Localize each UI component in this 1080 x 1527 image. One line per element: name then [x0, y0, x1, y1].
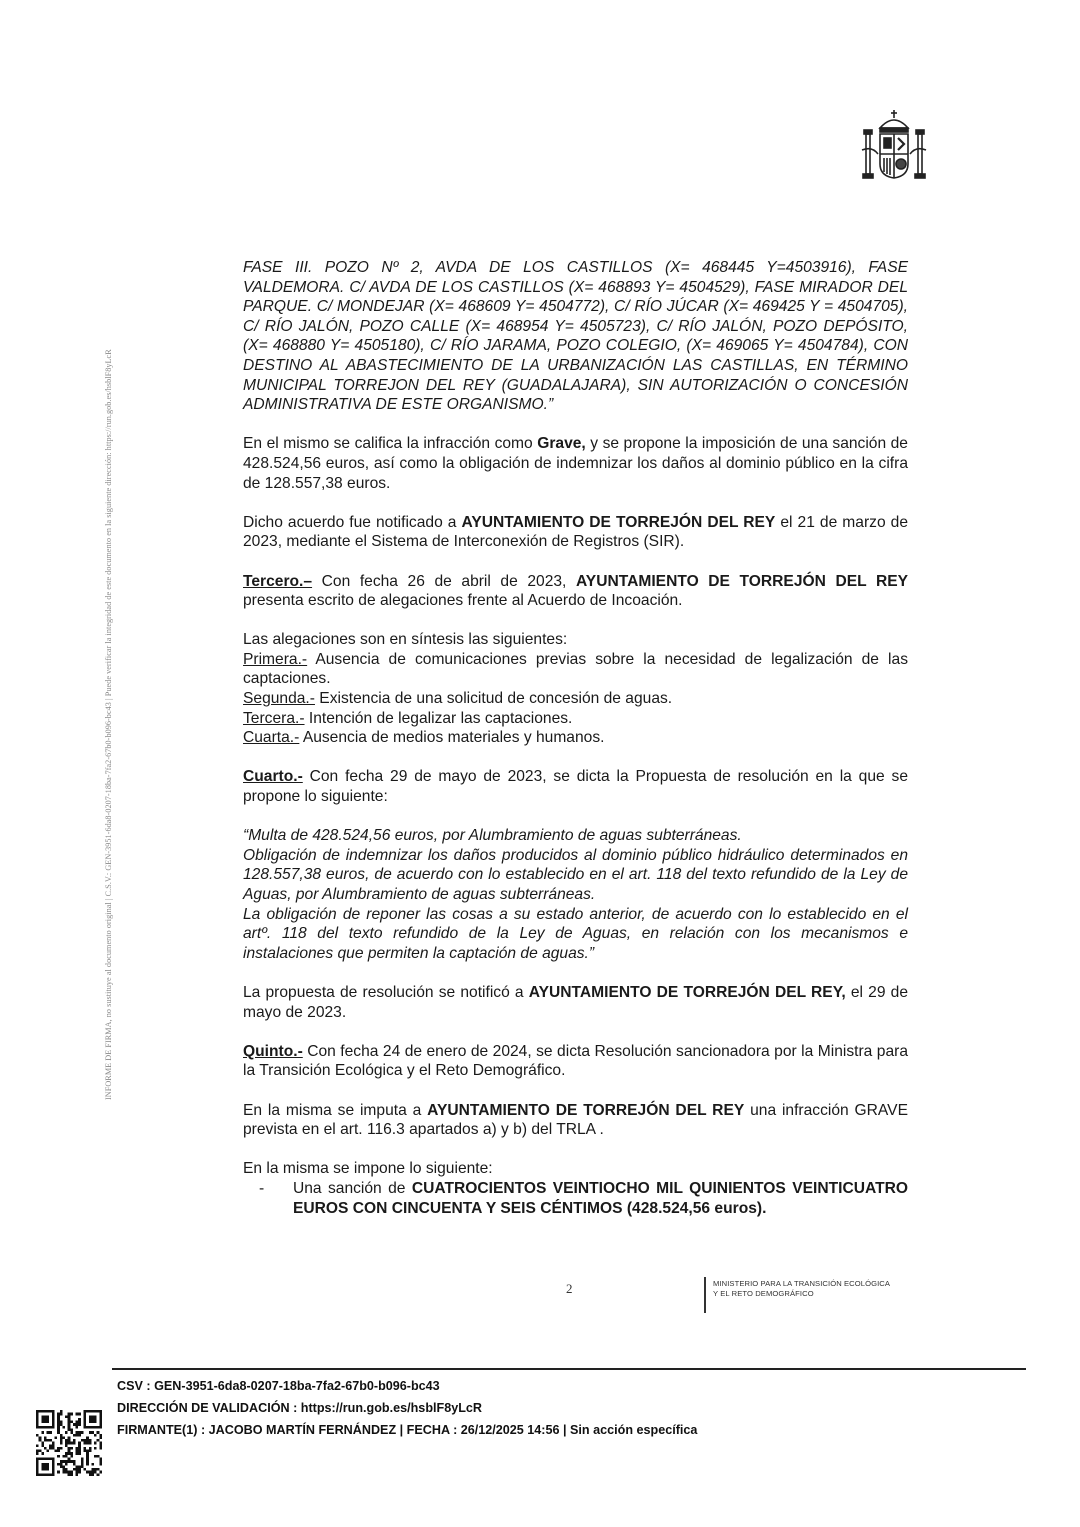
- list-item: [243, 651, 908, 688]
- quote-line: “Multa de 428.524,56 euros, por Alumbramiento de aguas subterráneas.: [243, 827, 742, 845]
- footer-divider: [112, 1368, 1026, 1370]
- list-item: [243, 729, 604, 746]
- list-intro: Las alegaciones son en síntesis las siguientes:: [243, 631, 568, 649]
- coat-of-arms-icon: [858, 106, 930, 184]
- validation-url[interactable]: DIRECCIÓN DE VALIDACIÓN : https://run.gob.es/hsblF8yLcR: [117, 1401, 482, 1415]
- ministry-line: MINISTERIO PARA LA TRANSICIÓN ECOLÓGICA: [713, 1279, 891, 1288]
- text: el 21 de marzo de 2023, mediante el Sistema de Interconexión de Registros (SIR).: [243, 513, 908, 551]
- list-item: [259, 1179, 908, 1218]
- paragraph-imposition: [243, 1159, 908, 1218]
- text: Una sanción de: [293, 1179, 412, 1197]
- section-label: Cuarto.-: [243, 768, 303, 786]
- list-item: [243, 710, 572, 727]
- paragraph-propuesta-notified: [243, 983, 908, 1022]
- quoted-infraction-text: FASE III. POZO Nº 2, AVDA DE LOS CASTILLOS (X= 468445 Y=4503916), FASE VALDEMORA. C/ AVDA DE LOS CASTILLOS (X= 468893 Y= 4504529), FASE MIRADOR DEL PARQUE. C/ MONDEJAR (X= 468609 Y= 4504772), C/ RÍO JÚCAR (X= 469425 Y = 4504705), C/ RÍO JALÓN, POZO CALLE (X= 468954 Y= 4505723), C/ RÍO JALÓN, POZO DEPÓSITO, (X= 468880 Y= 4505180), C/ RÍO JARAMA, POZO COLEGIO, (X= 469065 Y= 4504784), CON DESTINO AL ABASTECIMIENTO DE LA URBANIZACIÓN LAS CASTILLAS, EN TÉRMINO MUNICIPAL TORREJON DEL REY (GUADALAJARA), SIN AUTORIZACIÓN O CONCESIÓN ADMINISTRATIVA DE ESTE ORGANISMO.”: [243, 259, 908, 414]
- ministry-label: [713, 1279, 890, 1298]
- page-number: 2: [566, 1281, 573, 1296]
- paragraph-tercero: [243, 572, 908, 611]
- bold-text: AYUNTAMIENTO DE TORREJÓN DEL REY: [575, 572, 909, 590]
- bold-text: AYUNTAMIENTO DE TORREJÓN DEL REY: [427, 1101, 745, 1119]
- text: Con fecha 24 de enero de 2024, se dicta Resolución sancionadora por la Ministra para la Transición Ecológica y el Reto Demográfico.: [243, 1042, 908, 1080]
- quote-line: La obligación de reponer las cosas a su estado anterior, de acuerdo con lo establecido en el artº. 118 del texto refundido de la Ley de Aguas, en relación con los mecanismos e instalaciones que permiten la captación de aguas.”: [243, 905, 908, 962]
- propuesta-quote: [243, 826, 908, 963]
- bullet-text: [293, 1179, 908, 1218]
- csv-code: CSV : GEN-3951-6da8-0207-18ba-7fa2-67b0-b096-bc43: [117, 1379, 440, 1393]
- ministry-line: Y EL RETO DEMOGRÁFICO: [713, 1288, 814, 1298]
- item-text: Intención de legalizar las captaciones.: [304, 709, 573, 727]
- list-item: [243, 690, 672, 707]
- text: La propuesta de resolución se notificó a: [243, 983, 529, 1001]
- section-label: Quinto.-: [243, 1042, 303, 1060]
- section-label: Tercero.–: [243, 572, 313, 590]
- divider: [704, 1277, 706, 1313]
- text: Con fecha 26 de abril de 2023,: [312, 572, 576, 590]
- text: y se propone la imposición de una sanción de 428.524,56 euros, así como la obligación de indemnizar los daños al dominio público en la cifra de 128.557,38 euros.: [243, 435, 908, 492]
- text: una infracción GRAVE prevista en el art. 116.3 apartados a) y b) del TRLA .: [243, 1101, 908, 1139]
- bold-text: Grave,: [537, 435, 586, 453]
- paragraph-qualification: [243, 434, 908, 493]
- item-label: Tercera.-: [243, 709, 305, 727]
- item-text: Ausencia de medios materiales y humanos.: [299, 729, 605, 747]
- document-body: [243, 258, 908, 1218]
- text: En la misma se impone lo siguiente:: [243, 1160, 493, 1178]
- signer-info: FIRMANTE(1) : JACOBO MARTÍN FERNÁNDEZ | FECHA : 26/12/2025 14:56 | Sin acción específica: [117, 1423, 698, 1437]
- qr-code-icon[interactable]: [36, 1410, 102, 1476]
- text: Dicho acuerdo fue notificado a: [243, 513, 462, 531]
- paragraph-notification: [243, 513, 908, 552]
- text: presenta escrito de alegaciones frente al Acuerdo de Incoación.: [243, 592, 683, 610]
- item-label: Primera.-: [243, 650, 308, 668]
- paragraph-quinto: [243, 1042, 908, 1081]
- item-text: Existencia de una solicitud de concesión de aguas.: [314, 690, 673, 708]
- paragraph-imputation: [243, 1101, 908, 1140]
- bullet-dash: -: [259, 1179, 265, 1197]
- text: el 29 de mayo de 2023.: [243, 983, 908, 1021]
- bold-text: CUATROCIENTOS VEINTIOCHO MIL QUINIENTOS VEINTICUATRO EUROS CON CINCUENTA Y SEIS CÉNTIMOS (428.524,56 euros).: [293, 1179, 908, 1217]
- side-watermark: INFORME DE FIRMA, no sustituye al documento original | C.S.V.: GEN-3951-6da8-0207-18ba-7fa2-67b0-b096-bc43 | Puede verificar la integridad de este documento en la siguiente dirección: https://run.gob.es/hsblF8yLcR: [104, 349, 113, 1100]
- signature-footer: [117, 1375, 697, 1441]
- bold-text: AYUNTAMIENTO DE TORREJÓN DEL REY,: [528, 983, 846, 1001]
- quote-line: Obligación de indemnizar los daños producidos al dominio público hidráulico determinados en 128.557,38 euros, de acuerdo con lo establecido en el art. 118 del texto refundido de la Ley de Aguas, por Alumbramiento de aguas subterráneas.: [243, 846, 908, 903]
- text: En el mismo se califica la infracción como: [243, 435, 538, 453]
- bold-text: AYUNTAMIENTO DE TORREJÓN DEL REY: [461, 513, 776, 531]
- item-label: Cuarta.-: [243, 729, 300, 747]
- text: Con fecha 29 de mayo de 2023, se dicta la Propuesta de resolución en la que se propone lo siguiente:: [243, 768, 908, 806]
- item-text: Ausencia de comunicaciones previas sobre la necesidad de legalización de las captaciones.: [243, 650, 908, 688]
- text: En la misma se imputa a: [243, 1101, 428, 1119]
- alegaciones-list: [243, 630, 908, 748]
- paragraph-cuarto: [243, 767, 908, 806]
- item-label: Segunda.-: [243, 690, 315, 708]
